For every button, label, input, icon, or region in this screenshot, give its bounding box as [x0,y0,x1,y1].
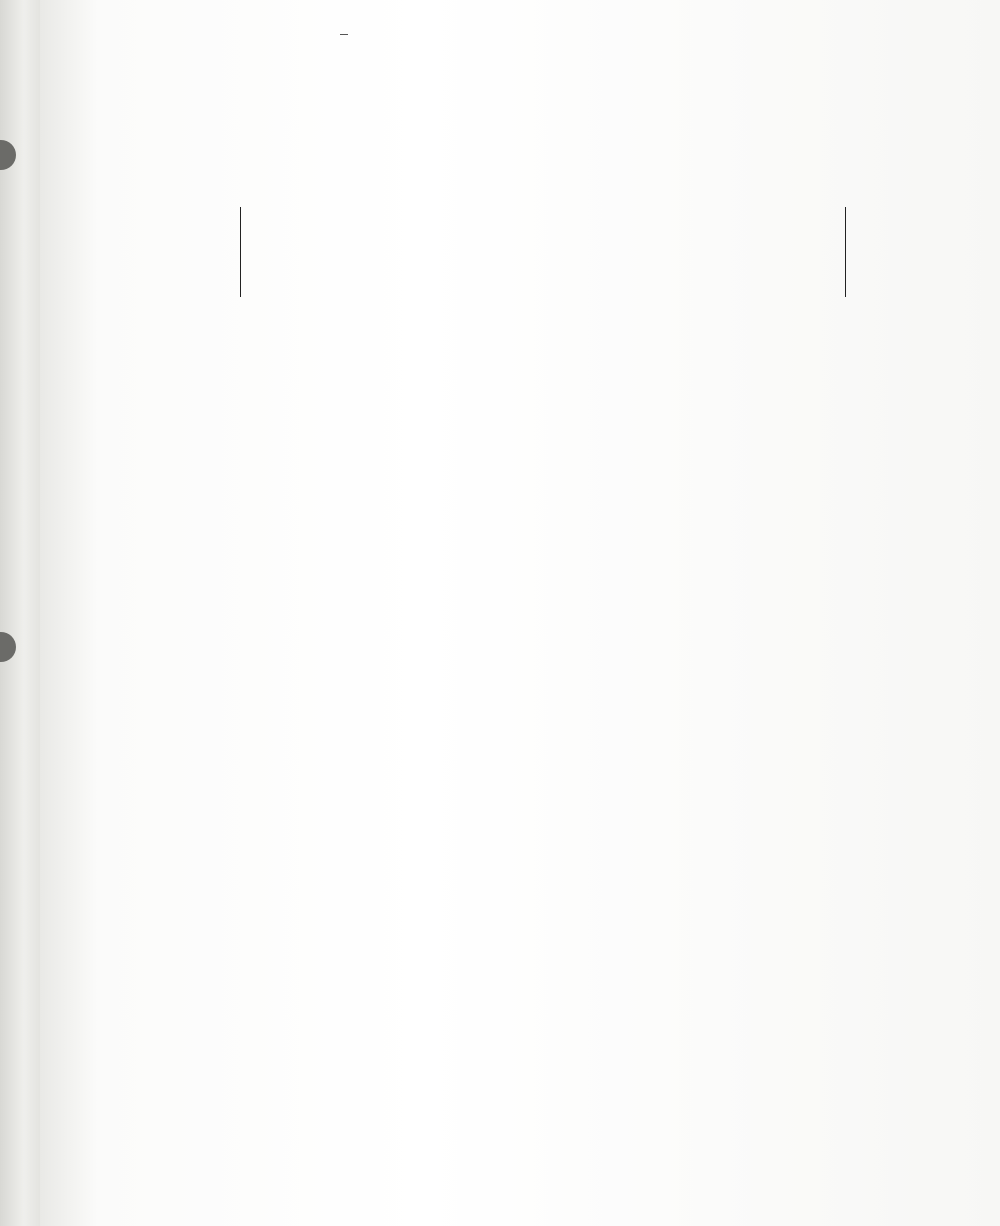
binder-ring [0,140,16,170]
paper-sheet [40,0,1000,1226]
binder-edge [0,0,40,1226]
note-box [240,207,846,297]
binder-ring [0,632,16,662]
page-title [340,32,348,35]
